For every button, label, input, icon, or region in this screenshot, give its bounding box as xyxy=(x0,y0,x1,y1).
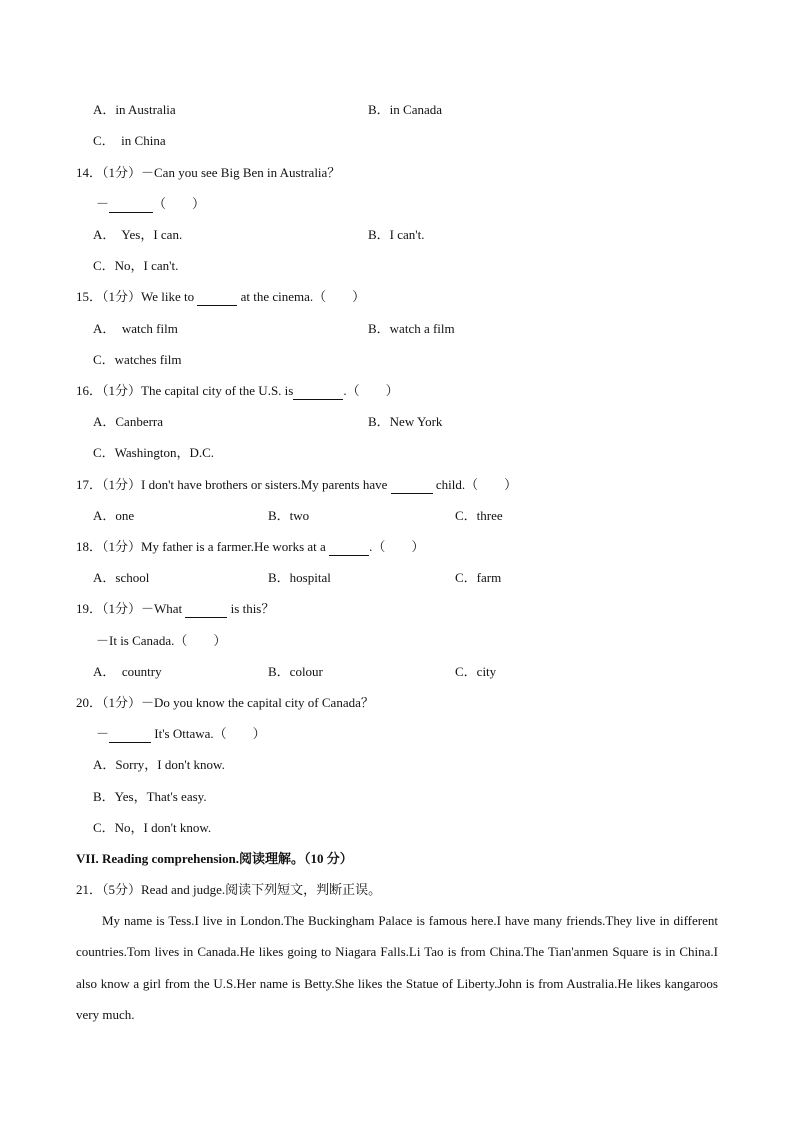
q17-option-c: C．three xyxy=(455,508,503,523)
q16-stem-pre: 16．（1分）The capital city of the U.S. is xyxy=(76,383,294,398)
q14-dash: － xyxy=(96,196,110,211)
q14-option-c: C．No，I can't. xyxy=(93,258,179,273)
q15-option-c: C．watches film xyxy=(93,352,182,367)
q20-stem: 20．（1分）－Do you know the capital city of Canada？ xyxy=(76,695,374,710)
q17-stem xyxy=(76,477,517,494)
q20-blank xyxy=(109,726,151,743)
q19-option-a: A． country xyxy=(93,664,162,679)
q18-stem xyxy=(76,539,424,556)
q14-option-a: A． Yes，I can. xyxy=(93,227,183,242)
q16-blank xyxy=(293,383,343,400)
q17-option-a: A．one xyxy=(93,508,135,523)
q17-stem-post: child.（ ） xyxy=(432,477,518,492)
q20-option-a: A．Sorry，I don't know. xyxy=(93,757,225,772)
q15-stem-post: at the cinema.（ ） xyxy=(237,289,366,304)
q14-bracket: （ ） xyxy=(153,196,206,211)
q19-stem xyxy=(76,601,274,618)
q18-option-b: B．hospital xyxy=(268,570,331,585)
q15-option-a: A． watch film xyxy=(93,321,178,336)
q18-blank xyxy=(329,539,369,556)
q16-option-c: C．Washington，D.C. xyxy=(93,445,215,460)
q13-option-b: B．in Canada xyxy=(368,102,443,117)
q16-stem-post: .（ ） xyxy=(343,383,399,398)
q17-stem-pre: 17．（1分）I don't have brothers or sisters.My parents have xyxy=(76,477,391,492)
q17-option-b: B．two xyxy=(268,508,310,523)
q14-blank xyxy=(109,196,153,213)
q13-option-c: C． in China xyxy=(93,133,166,148)
q20-dash: － xyxy=(96,726,110,741)
q20-bracket: It's Ottawa.（ ） xyxy=(151,726,266,741)
q16-option-a: A．Canberra xyxy=(93,414,164,429)
q18-option-a: A．school xyxy=(93,570,150,585)
q20-answer-line xyxy=(96,726,266,743)
q21-stem: 21．（5分）Read and judge.阅读下列短文，判断正误。 xyxy=(76,882,382,897)
passage-text: My name is Tess.I live in London.The Buckingham Palace is famous here.I have many friends.They live in different countries.Tom lives in Canada.He likes going to Niagara Falls.Li Tao is from China.The Tian'anmen Square is in China.I also know a girl from the U.S.Her name is Betty.She likes the Statue of Liberty.John is from Australia.He likes kangaroos very much. xyxy=(76,913,718,1022)
q14-option-b: B．I can't. xyxy=(368,227,425,242)
q16-option-b: B．New York xyxy=(368,414,443,429)
q20-option-c: C．No，I don't know. xyxy=(93,820,212,835)
q15-blank xyxy=(197,289,237,306)
q19-stem-post: is this？ xyxy=(227,601,275,616)
q15-stem xyxy=(76,289,365,306)
q19-blank xyxy=(185,601,227,618)
section-7-title: VII. Reading comprehension.阅读理解。（10 分） xyxy=(76,851,353,866)
q15-stem-pre: 15．（1分）We like to xyxy=(76,289,198,304)
q19-option-b: B．colour xyxy=(268,664,323,679)
q13-option-a: A．in Australia xyxy=(93,102,176,117)
q14-answer-line xyxy=(96,196,205,213)
q19-option-c: C．city xyxy=(455,664,497,679)
q15-option-b: B．watch a film xyxy=(368,321,455,336)
q19-stem-pre: 19．（1分）－What xyxy=(76,601,186,616)
q18-stem-pre: 18．（1分）My father is a farmer.He works at a xyxy=(76,539,330,554)
reading-passage xyxy=(76,905,718,1030)
q19-answer-line: －It is Canada.（ ） xyxy=(96,633,227,648)
q17-blank xyxy=(391,477,433,494)
q14-stem: 14．（1分）－Can you see Big Ben in Australia？ xyxy=(76,165,341,180)
q18-option-c: C．farm xyxy=(455,570,502,585)
q16-stem xyxy=(76,383,399,400)
q20-option-b: B．Yes，That's easy. xyxy=(93,789,207,804)
q18-stem-post: .（ ） xyxy=(369,539,425,554)
